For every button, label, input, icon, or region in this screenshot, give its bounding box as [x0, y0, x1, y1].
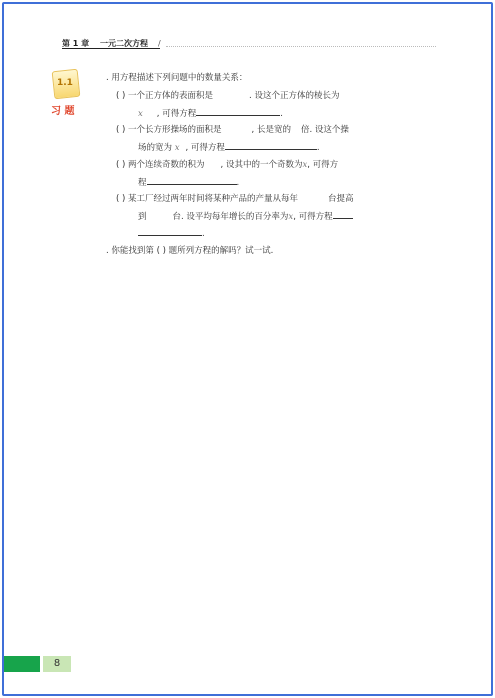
footer-green-bar: [4, 656, 40, 672]
q3-line-1: [116, 159, 338, 171]
page-number: 8: [43, 656, 71, 672]
q3-text-f: .: [236, 178, 240, 188]
q2-line-2: [138, 141, 320, 154]
q4-line-1: [116, 193, 354, 205]
q4-text-d: 台. 设平均每年增长的百分率为: [172, 212, 289, 222]
q2-text-b: , 长是宽的: [251, 125, 291, 135]
q4-answer-blank-2[interactable]: [138, 227, 202, 236]
q2-text-f: , 可得方程: [185, 143, 225, 153]
exercise-label: 习 题: [51, 106, 75, 117]
q1-text-b: . 设这个正方体的棱长为: [249, 91, 340, 101]
q2-text-d: 场的宽为: [138, 143, 173, 153]
q3-text-b: , 设其中的一个奇数为: [220, 160, 303, 170]
q4-line-2: [138, 210, 353, 223]
chapter-title: 一元二次方程: [100, 39, 148, 48]
q4-text-b: 台提高: [328, 194, 354, 204]
q2-text-g: .: [316, 143, 320, 153]
exercise-1-intro: . 用方程描述下列问题中的数量关系：: [106, 73, 248, 83]
q1-line-2: [138, 107, 283, 120]
q3-text-d: , 可得方: [307, 160, 339, 170]
q2-var: x: [174, 143, 180, 153]
q3-answer-blank[interactable]: [147, 176, 237, 185]
q3-text-e: 程: [138, 178, 147, 188]
q4-answer-blank-1[interactable]: [333, 210, 353, 219]
exercise-2: . 你能找到第 ( ) 题所列方程的解吗？试一试.: [106, 246, 274, 256]
q4-line-3: [138, 227, 205, 240]
chapter-number: 第 1 章: [62, 39, 90, 48]
q3-var: x: [302, 160, 308, 170]
q4-text-a: ( ) 某工厂经过两年时间将某种产品的产量从每年: [116, 194, 299, 204]
q1-var: x: [138, 109, 143, 119]
q2-answer-blank[interactable]: [225, 141, 317, 150]
header-underline: [62, 48, 160, 49]
header-slash: /: [158, 39, 161, 48]
exercise-badge: [49, 68, 79, 120]
q2-line-1: [116, 124, 349, 136]
q4-text-f: , 可得方程: [293, 212, 333, 222]
q1-text-d: , 可得方程: [156, 109, 197, 119]
q3-text-a: ( ) 两个连续奇数的积为: [116, 160, 205, 170]
q2-text-c: 倍. 设这个操: [300, 125, 349, 135]
q4-var: x: [288, 212, 294, 222]
header-dotted-rule: [166, 46, 436, 47]
q1-text-e: .: [280, 109, 283, 119]
q1-line-1: [116, 90, 339, 102]
q3-line-2: [138, 176, 239, 189]
section-number: 1.1: [57, 78, 73, 88]
q4-text-c: 到: [138, 212, 147, 222]
q2-text-a: ( ) 一个长方形操场的面积是: [116, 125, 222, 135]
q1-text-a: ( ) 一个正方体的表面积是: [116, 91, 214, 101]
q4-text-g: .: [202, 229, 205, 239]
chapter-header: [62, 38, 437, 50]
q1-answer-blank[interactable]: [196, 107, 280, 116]
